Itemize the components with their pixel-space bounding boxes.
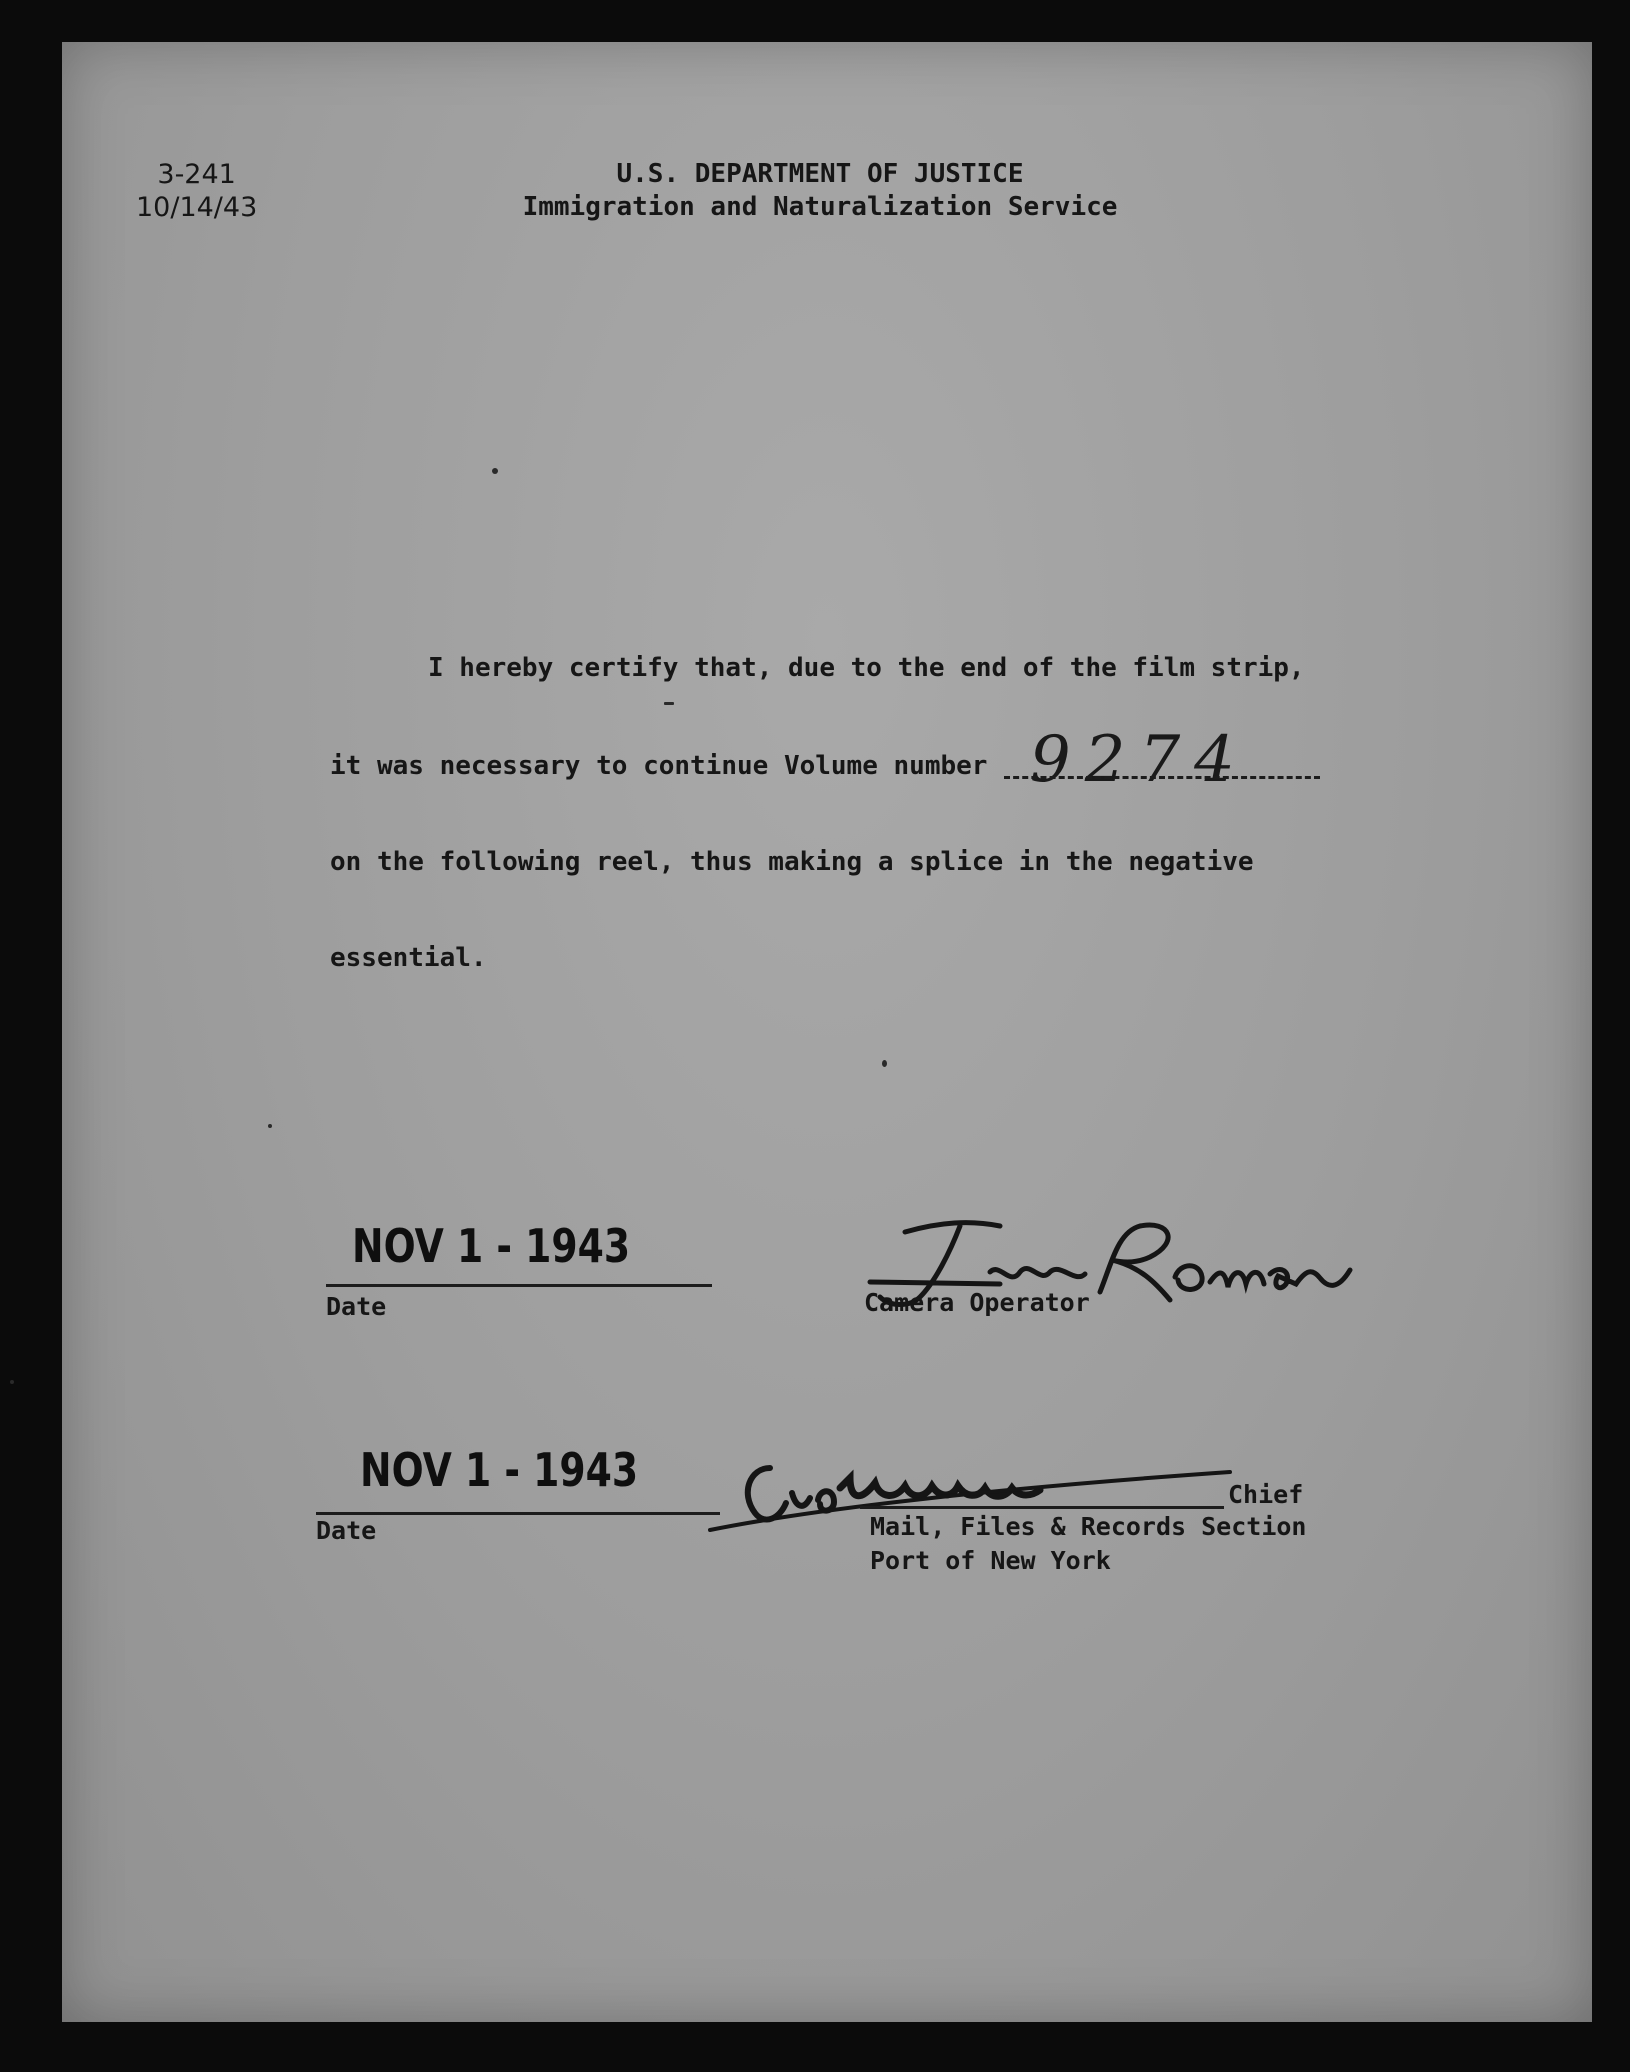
volume-number-underline	[1004, 776, 1320, 779]
certification-line-3: on the following reel, thus making a splice in the negative	[330, 847, 1254, 877]
form-identifier	[136, 158, 257, 224]
date-stamp-camera: NOV 1 - 1943	[352, 1219, 631, 1273]
certification-line-1: I hereby certify that, due to the end of the film strip,	[428, 653, 1305, 683]
date-line-chief	[316, 1512, 720, 1515]
date-label-chief: Date	[316, 1516, 377, 1545]
date-stamp-chief: NOV 1 - 1943	[360, 1443, 639, 1497]
role-port: Port of New York	[870, 1546, 1111, 1575]
dust-speck	[10, 1380, 14, 1384]
role-label-camera: Camera Operator	[864, 1288, 1090, 1317]
agency-header	[420, 158, 1220, 224]
certification-line-4: essential.	[330, 943, 487, 973]
role-office: Mail, Files & Records Section	[870, 1512, 1307, 1541]
role-chief: Chief	[1228, 1480, 1304, 1509]
signature-line-chief	[860, 1506, 1224, 1509]
certification-line-2: it was necessary to continue Volume number	[330, 751, 988, 781]
date-label-camera: Date	[326, 1292, 387, 1321]
volume-number-handwritten: 9274	[1030, 723, 1249, 797]
service-name: Immigration and Naturalization Service	[522, 192, 1118, 222]
document-page	[62, 42, 1592, 2022]
dust-speck	[882, 1060, 887, 1067]
dust-speck	[664, 702, 674, 705]
department-name: U.S. DEPARTMENT OF JUSTICE	[616, 159, 1024, 189]
dust-speck	[268, 1124, 272, 1128]
dust-speck	[492, 468, 498, 474]
form-date: 10/14/43	[136, 192, 258, 223]
form-number: 3-241	[157, 159, 236, 190]
date-line-camera	[326, 1284, 712, 1287]
